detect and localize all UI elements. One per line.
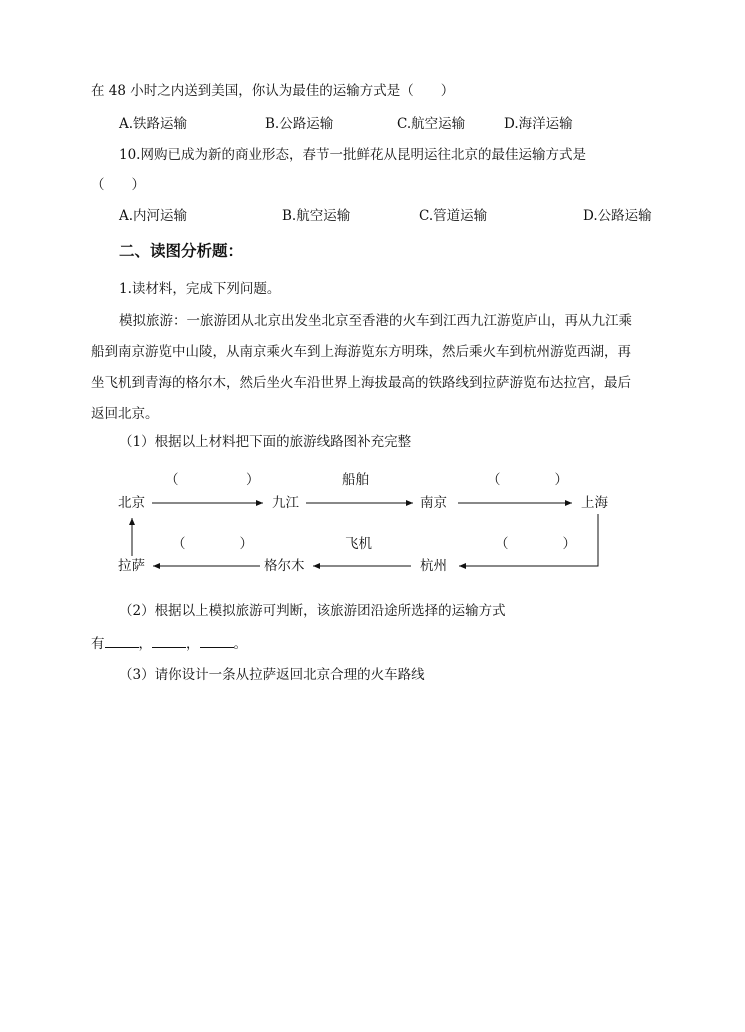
q10-option-a: A.内河运输 [119,208,188,224]
q1-sub2: （2）根据以上模拟旅游可判断，该旅游团沿途所选择的运输方式 [119,603,506,619]
node-nanjing: 南京 [420,495,447,511]
q9-option-a: A.铁路运输 [119,116,188,132]
answer-blank-2[interactable] [152,635,186,648]
label-shanghai-hangzhou: （ ） [495,536,576,552]
q1-sub1: （1）根据以上材料把下面的旅游线路图补充完整 [119,434,412,450]
q1-sub2-prefix: 有 [91,636,105,652]
q9-option-d: D.海洋运输 [504,116,573,132]
node-beijing: 北京 [118,495,145,511]
node-shanghai: 上海 [581,495,608,511]
q1-material-line-4: 返回北京。 [91,406,159,422]
label-hangzhou-geermu: 飞机 [345,536,372,552]
q1-intro: 1.读材料，完成下列问题。 [119,281,281,297]
label-geermu-lasa: （ ） [172,536,253,552]
q10-stem: 10.网购已成为新的商业形态，春节一批鲜花从昆明运往北京的最佳运输方式是 [119,147,586,163]
q9-option-c: C.航空运输 [397,116,466,132]
q9-option-b: B.公路运输 [265,116,334,132]
node-hangzhou: 杭州 [420,558,447,574]
q1-sub2-end: 。 [233,636,247,652]
q1-sub3: （3）请你设计一条从拉萨返回北京合理的火车路线 [119,667,425,683]
q10-option-c: C.管道运输 [419,208,488,224]
q10-option-d: D.公路运输 [583,208,652,224]
q1-sub2-sep-1: ， [138,636,152,652]
answer-blank-1[interactable] [105,635,139,648]
q1-sub2-sep-2: ， [186,636,200,652]
section-heading: 二、读图分析题： [119,242,244,260]
label-nanjing-shanghai: （ ） [487,472,568,488]
q1-sub2-answer-line [91,634,247,654]
q10-stem-blank: （ ） [91,177,145,193]
node-lasa: 拉萨 [118,558,145,574]
q1-material-line-2: 船到南京游览中山陵，从南京乘火车到上海游览东方明珠，然后乘火车到杭州游览西湖，再 [91,344,631,360]
q1-material-line-3: 坐飞机到青海的格尔木，然后坐火车沿世界上海拔最高的铁路线到拉萨游览布达拉宫，最后 [91,375,631,391]
answer-blank-3[interactable] [200,635,234,648]
node-jiujiang: 九江 [272,495,299,511]
q10-option-b: B.航空运输 [282,208,351,224]
q9-stem: 在 48 小时之内送到美国，你认为最佳的运输方式是（ ） [91,83,455,99]
q1-material-line-1: 模拟旅游：一旅游团从北京出发坐北京至香港的火车到江西九江游览庐山，再从九江乘 [119,313,632,329]
label-beijing-jiujiang: （ ） [165,472,260,488]
node-geermu: 格尔木 [264,558,305,574]
label-jiujiang-nanjing: 船舶 [342,472,369,488]
